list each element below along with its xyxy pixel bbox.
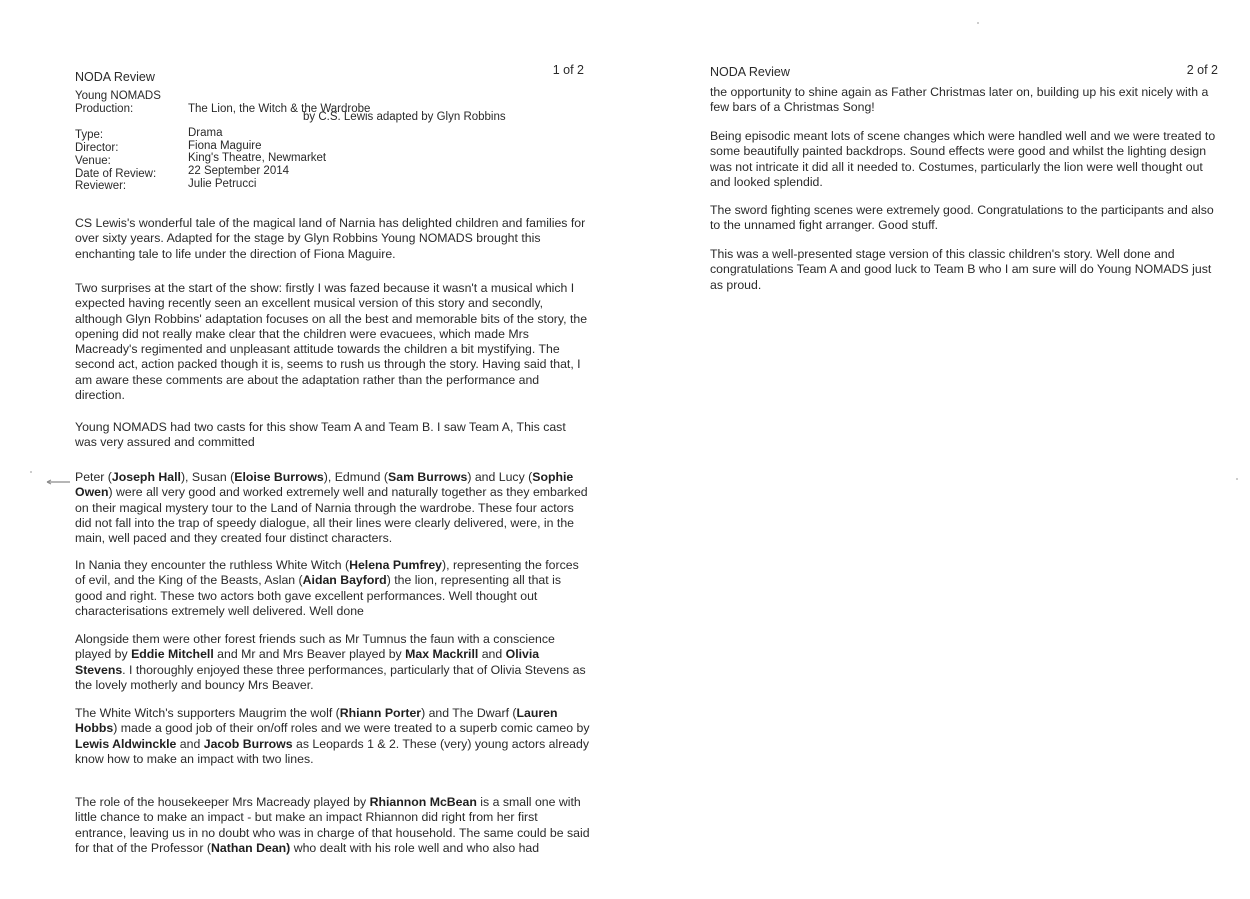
review-page-1 (75, 0, 590, 899)
review-paragraph (710, 129, 1222, 190)
meta-label-venue: Venue: (75, 155, 111, 167)
review-paragraph (75, 795, 590, 856)
text-run: In Nania they encounter the ruthless White Witch ( (75, 558, 350, 572)
cast-name: Sophie Owen (75, 470, 574, 500)
meta-value-type: Drama (188, 127, 223, 139)
cast-name: Aidan Bayford (302, 573, 387, 588)
review-paragraph (75, 558, 590, 619)
cast-name: Nathan Dean) (211, 840, 291, 855)
review-paragraph (710, 247, 1222, 293)
text-run: and (176, 736, 204, 751)
meta-label-production: Production: (75, 103, 134, 115)
meta-value-reviewer: Julie Petrucci (188, 178, 257, 190)
scan-speck-icon (977, 22, 979, 24)
cast-name: Jacob Burrows (203, 736, 293, 751)
page-number: 2 of 2 (1186, 63, 1218, 77)
text-run: the opportunity to shine again as Father Christmas later on, building up his exit nicely with a few bars of a Christmas Song! (710, 85, 1209, 115)
production-author: by C.S. Lewis adapted by Glyn Robbins (303, 111, 506, 123)
meta-label-director: Director: (75, 142, 119, 154)
review-paragraph (75, 420, 590, 451)
cast-name: Olivia Stevens (75, 647, 540, 677)
scan-mark-icon (46, 479, 72, 485)
text-run: The White Witch's supporters Maugrim the wolf ( (75, 706, 340, 720)
review-paragraph (710, 85, 1222, 116)
meta-label-type: Type: (75, 129, 104, 141)
cast-name: Joseph Hall (111, 470, 181, 484)
page-number: 1 of 2 (552, 63, 584, 77)
text-run: ) and The Dwarf ( (421, 706, 517, 720)
text-run: who dealt with his role well and who also had (290, 840, 540, 855)
text-run: ), Susan ( (180, 470, 235, 484)
meta-value-date: 22 September 2014 (188, 165, 290, 177)
text-run: is a small one with little chance to make an impact - but make an impact Rhiannon did right from her first entrance, leaving us in no doubt who was in charge of that household. The same could be said for that of the Professor ( (75, 795, 590, 855)
text-run: ), Edmund ( (323, 470, 389, 484)
scan-speck-icon (30, 471, 32, 473)
review-paragraph (75, 281, 590, 403)
text-run: Alongside them were other forest friends such as Mr Tumnus the faun with a conscience played by (75, 632, 555, 662)
meta-label-company: Young NOMADS (75, 90, 161, 102)
text-run: The sword fighting scenes were extremely good. Congratulations to the participants and also to the unnamed fight arranger. Good stuff. (710, 203, 1214, 233)
text-run: ) the lion, representing all that is good and right. These two actors both gave excellent performances. Well thought out characterisations extremely well delivered. Well done (75, 573, 561, 618)
text-run: as Leopards 1 & 2. These (very) young actors already know how to make an impact with two lines. (75, 736, 590, 766)
review-paragraph (75, 706, 590, 767)
page-header: NODA Review (75, 70, 155, 84)
meta-value-director: Fiona Maguire (188, 140, 262, 152)
text-run: This was a well-presented stage version of this classic children's story. Well done and congratulations Team A and good luck to Team B who I am sure will do Young NOMADS just as proud. (710, 247, 1212, 292)
text-run: and (478, 647, 506, 662)
cast-name: Helena Pumfrey (349, 558, 443, 572)
text-run: ), representing the forces of evil, and the King of the Beasts, Aslan ( (75, 558, 579, 588)
production-title: The Lion, the Witch & the Wardrobe (188, 103, 371, 115)
cast-name: Rhiann Porter (339, 706, 422, 720)
text-run: Being episodic meant lots of scene changes which were handled well and we were treated to some beautifully painted backdrops. Sound effects were good and whilst the lighting design was not intricate it did all it needed to. Costumes, particularly the lion were well thought out and looked splendid. (710, 129, 1216, 189)
meta-label-date: Date of Review: (75, 168, 157, 180)
meta-value-venue: King's Theatre, Newmarket (188, 152, 327, 164)
cast-name: Sam Burrows (388, 470, 468, 484)
text-run: CS Lewis's wonderful tale of the magical land of Narnia has delighted children and families for over sixty years. Adapted for the stage by Glyn Robbins Young NOMADS brought this enchanting tale to life under the direction of Fiona Maguire. (75, 216, 586, 261)
review-paragraph (75, 216, 590, 262)
page-header: NODA Review (710, 65, 790, 79)
cast-name: Lauren Hobbs (75, 706, 558, 736)
cast-name: Lewis Aldwinckle (75, 736, 177, 751)
text-run: ) and Lucy ( (467, 470, 533, 484)
text-run: Young NOMADS had two casts for this show Team A and Team B. I saw Team A, This cast was very assured and committed (75, 420, 566, 450)
text-run: Two surprises at the start of the show: firstly I was fazed because it wasn't a musical which I expected having recently seen an excellent musical version of this story and secondly, although Glyn Robbins' adaptation focuses on all the best and memorable bits of the story, the opening did not really make clear that the children were evacuees, which made Mrs Macready's regimented and unpleasant attitude towards the children a bit mystifying. The second act, action packed though it is, seems to rush us through the story. Having said that, I am aware these comments are about the adaptation rather than the performance and direction. (75, 281, 588, 403)
scan-speck-icon (1236, 478, 1238, 480)
cast-name: Max Mackrill (405, 647, 479, 662)
review-page-2 (710, 0, 1222, 899)
cast-name: Rhiannon McBean (369, 795, 477, 809)
text-run: and Mr and Mrs Beaver played by (213, 647, 406, 662)
review-paragraph (75, 632, 590, 693)
text-run: The role of the housekeeper Mrs Macready played by (75, 795, 370, 809)
review-paragraph (710, 203, 1222, 234)
text-run: . I thoroughly enjoyed these three performances, particularly that of Olivia Stevens as the lovely motherly and bouncy Mrs Beaver. (75, 662, 586, 692)
cast-name: Eloise Burrows (234, 470, 324, 484)
text-run: Peter ( (75, 470, 112, 484)
text-run: ) made a good job of their on/off roles and we were treated to a superb comic cameo by (113, 721, 590, 736)
text-run: ) were all very good and worked extremely well and naturally together as they embarked on their magical mystery tour to the Land of Narnia through the wardrobe. These four actors did not fall into the trap of speedy dialogue, all their lines were clearly delivered, were, in the main, well paced and they created four distinct characters. (75, 485, 588, 546)
meta-label-reviewer: Reviewer: (75, 180, 127, 192)
cast-name: Eddie Mitchell (131, 647, 214, 662)
review-paragraph (75, 470, 590, 546)
